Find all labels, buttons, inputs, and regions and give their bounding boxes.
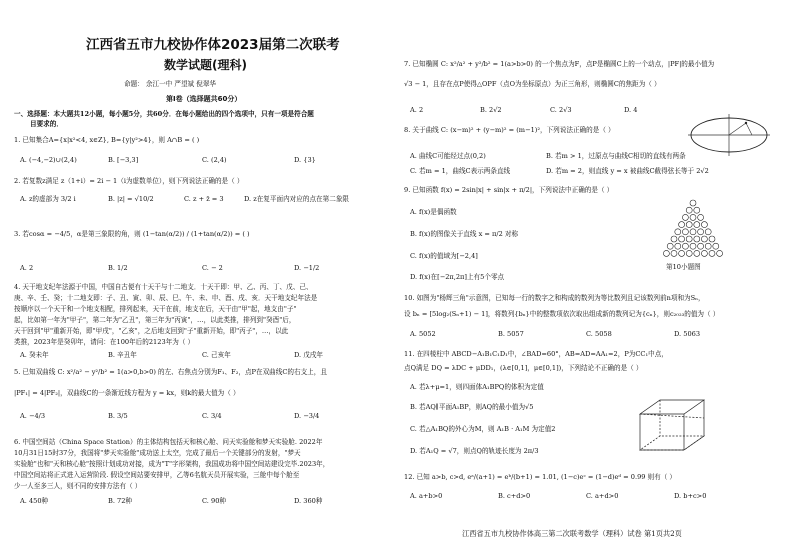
q11-line-1: 11. 在四棱柱中 ABCD−A₁B₁C₁D₁中，∠BAD=60°，AB=AD=AA₁=2，P为CC₁中点，: [404, 350, 668, 358]
q4-option-d: D. 戊戌年: [294, 351, 324, 359]
q6-line-1: 6. 中国空间站（China Space Station）的主体结构包括天和核心舱、问天实验舱和梦天实验舱. 2022年: [14, 438, 323, 446]
q7-line-1: 7. 已知椭圆 C: x²/a² + y²/b² = 1(a>b>0) 的一个焦点为F，点P是椭圆C上的一个动点，|PF|的最小值为: [404, 60, 715, 68]
triangle-cell: [690, 229, 696, 235]
triangle-cell: [663, 250, 669, 256]
triangle-cell: [717, 250, 723, 256]
q11-line-2: 点Q满足 DQ = λDC + μDD₁，(λ∈[0,1]，μ∈[0,1])，下列结论不正确的是（ ）: [404, 364, 643, 372]
triangle-cell: [679, 250, 685, 256]
triangle-cell: [679, 222, 685, 228]
q3-option-c: C. − 2: [202, 264, 223, 272]
triangle-cell: [694, 207, 700, 213]
ellipse-figure: [686, 112, 772, 158]
q5-option-b: B. 3/5: [108, 412, 128, 420]
q2-option-d: D. z在复平面内对应的点在第二象限: [244, 195, 350, 203]
triangle-cell: [686, 250, 692, 256]
q6-line-2: 10月31日15时37分，我国将"梦天实验舱"成功送上太空，完成了最后一个关键部分的发射，"梦天: [14, 449, 301, 457]
q10-line-2: 设 bₙ = [5log₂(Sₙ+1) − 1]，将数列{bₙ}中的整数项依次取出组成新的数列记为{cₙ}，则c₂₀₂₃的值为（ ）: [404, 310, 720, 318]
q7-option-a: A. 2: [410, 106, 424, 114]
triangle-cell: [682, 229, 688, 235]
triangle-cell: [694, 236, 700, 242]
triangle-cell: [701, 236, 707, 242]
triangle-cell: [671, 236, 677, 242]
q7-line-2: √3 − 1，且存在点P使得△OPF（点O为坐标原点）为正三角形，则椭圆C的焦距为（ ）: [404, 80, 661, 88]
q7-option-c: C. 2√3: [550, 106, 572, 114]
q12-option-a: A. a+b>0: [410, 492, 443, 500]
q5-option-a: A. −4/3: [20, 412, 46, 420]
q9-option-b: B. f(x)的图像关于直线 x = π/2 对称: [410, 230, 519, 238]
q10-line-1: 10. 如图为"杨辉三角"示意图，已知每一行的数字之和构成的数列为等比数列且记该数列前n项和为Sₙ，: [404, 294, 705, 302]
triangle-cell: [690, 214, 696, 220]
section-heading: 第Ⅰ卷（选择题共60分）: [166, 95, 242, 103]
q4-line-6: 类推，2023年是癸卯年，请问：在100年后的2123年为（ ）: [14, 338, 195, 346]
triangle-cell: [705, 243, 711, 249]
q12-option-b: B. c+d>0: [498, 492, 531, 500]
q12-option-d: D. b+c>0: [674, 492, 707, 500]
q5-option-d: D. −3/4: [294, 412, 320, 420]
figure-caption: 第10小题图: [666, 263, 701, 271]
exam-title: 江西省五市九校协作体2023届第二次联考: [86, 37, 340, 53]
triangle-cell: [709, 250, 715, 256]
triangle-cell: [675, 229, 681, 235]
q2-stem: 2. 若复数z满足 z（1+i）= 2i − 1（i为虚数单位），则下列说法正确的是（ ）: [14, 177, 244, 185]
q1-option-d: D. {3}: [294, 156, 316, 164]
page-footer: 江西省五市九校协作体高三第二次联考数学（理科）试卷 第1页共2页: [462, 529, 682, 538]
prism-figure: [632, 396, 716, 460]
q6-option-a: A. 450种: [20, 497, 49, 505]
triangle-cell: [686, 222, 692, 228]
q10-option-b: B. 5057: [498, 330, 524, 338]
q8-option-a: A. 曲线C可能经过点(0,2): [410, 152, 486, 160]
q11-option-c: C. 若△A₁BQ的外心为M，则 A₁B · A₁M 为定值2: [410, 425, 556, 433]
q3-stem: 3. 若cosα = −4/5，α是第三象限的角，则 (1−tan(α/2)) / (1+tan(α/2)) = ( ): [14, 230, 250, 238]
triangle-cell: [671, 250, 677, 256]
q4-option-a: A. 癸未年: [20, 351, 49, 359]
q6-line-3: 实验舱"也和"天和核心舱"按照计划成功对接，成为"T"字形架构，我国成功将中国空间站建设完毕.2023年，: [14, 460, 330, 468]
triangle-cell: [701, 250, 707, 256]
q1-stem: 1. 已知集合A={x|x²<4, x∈Z}, B={y|y²>4}，则 A∩B = ( ): [14, 136, 200, 144]
triangle-cell: [698, 214, 704, 220]
q6-option-b: B. 72种: [108, 497, 133, 505]
q4-line-4: 起，比如第一年为"甲子"，第二年为"乙丑"，第三年为"丙寅"，…，以此类推，排列到"癸酉"后，: [14, 316, 296, 324]
q9-option-c: C. f(x)的值域为[−2,4]: [410, 252, 478, 260]
triangle-cell: [698, 243, 704, 249]
exam-subtitle: 数学试题(理科): [164, 58, 247, 72]
q2-option-b: B. |z| = √10/2: [108, 195, 154, 203]
q12-stem: 12. 已知 a>b, c>d, eᵃ/(a+1) = eᵇ/(b+1) = 1.01, (1−c)eᶜ = (1−d)eᵈ = 0.99 则有（ ）: [404, 473, 677, 481]
q1-option-a: A. (−4,−2)∪(2,4): [20, 156, 77, 164]
q7-option-b: B. 2√2: [480, 106, 502, 114]
triangle-cell: [701, 222, 707, 228]
triangle-cell: [705, 229, 711, 235]
q4-line-3: 按顺序以一个天干和一个地支相配，排列起来，天干在前，地支在后，天干由"甲"起，地支由"子": [14, 305, 297, 313]
q8-option-b: B. 若m > 1，过原点与曲线C相切的直线有两条: [546, 152, 686, 160]
q3-option-b: B. 1/2: [108, 264, 128, 272]
q12-option-c: C. a+d>0: [586, 492, 619, 500]
triangle-cell: [694, 250, 700, 256]
right-column: [404, 0, 784, 550]
triangle-cell: [690, 243, 696, 249]
q6-option-d: D. 360种: [294, 497, 323, 505]
q5-option-c: C. 3/4: [202, 412, 222, 420]
q8-option-d: D. 若m = 2，则直线 y = x 被曲线C截得弦长等于 2√2: [546, 167, 709, 175]
yanghui-triangle-figure: [656, 198, 730, 260]
q2-option-c: C. z + z̄ = 3: [184, 195, 224, 203]
section-instructions-2: 目要求的．: [30, 120, 63, 128]
q6-line-4: 中国空间站将正式进入运营阶段. 假设空间站要安排甲，乙等6名航天员开展实验，三舱中每个舱至: [14, 471, 300, 479]
triangle-cell: [667, 243, 673, 249]
q11-option-d: D. 若A₁Q = √7，则点Q的轨迹长度为 2π/3: [410, 447, 539, 455]
triangle-cell: [690, 200, 696, 206]
q11-option-b: B. 若AQ∥平面A₁BP，则AQ的最小值为√5: [410, 403, 534, 411]
q2-option-a: A. z的虚部为 3/2 i: [20, 195, 76, 203]
triangle-cell: [675, 243, 681, 249]
q11-option-a: A. 若λ+μ=1，则四面体A₁BPQ的体积为定值: [410, 383, 544, 391]
q10-option-c: C. 5058: [586, 330, 612, 338]
q7-option-d: D. 4: [624, 106, 638, 114]
q6-option-c: C. 90种: [202, 497, 226, 505]
q9-stem: 9. 已知函数 f(x) = 2sin|x| + sin|x + π/2|，下列说法中正确的是（ ）: [404, 186, 614, 194]
triangle-cell: [682, 214, 688, 220]
q8-stem: 8. 关于曲线 C: (x−m)² + (y−m)² = (m−1)²，下列说法正确的是（ ）: [404, 126, 615, 134]
triangle-cell: [698, 229, 704, 235]
q1-option-b: B. [−3,3]: [108, 156, 139, 164]
exam-authors: 命题： 余江一中 严望斌 倪翠华: [124, 80, 217, 88]
left-column: [14, 0, 392, 550]
q3-option-a: A. 2: [20, 264, 34, 272]
q1-option-c: C. (2,4): [202, 156, 227, 164]
triangle-cell: [686, 236, 692, 242]
triangle-cell: [694, 222, 700, 228]
q3-option-d: D. −1/2: [294, 264, 320, 272]
section-instructions: 一、选择题：本大题共12小题，每小题5分，共60分．在每小题给出的四个选项中，只有一项是符合题: [14, 110, 314, 118]
triangle-cell: [682, 243, 688, 249]
q8-option-c: C. 若m = 1，曲线C表示两条直线: [410, 167, 511, 175]
q4-option-c: C. 己亥年: [202, 351, 231, 359]
q9-option-a: A. f(x)是偶函数: [410, 208, 457, 216]
triangle-cell: [679, 236, 685, 242]
q4-line-5: 天干回到"甲"重新开始，即"甲戌"，"乙亥"，之后地支回到"子"重新开始，即"丙子"，…，以此: [14, 327, 289, 335]
q4-line-1: 4. 天干地支纪年法源于中国，中国自古便有十天干与十二地支．十天干即：甲、乙、丙、丁、戊、己、: [14, 283, 313, 291]
triangle-cell: [686, 207, 692, 213]
q5-line-2: |PF₁| = 4|PF₂|，双曲线C的一条渐近线方程为 y = kx，则k的最大值为（ ）: [14, 389, 240, 397]
q10-option-d: D. 5063: [674, 330, 701, 338]
q4-option-b: B. 辛丑年: [108, 351, 137, 359]
triangle-cell: [713, 243, 719, 249]
q6-line-5: 少一人至多三人，则不同的安排方法有（ ）: [14, 482, 142, 490]
q10-option-a: A. 5052: [410, 330, 436, 338]
q9-option-d: D. f(x)在[−2π,2π]上有5个零点: [410, 273, 505, 281]
q4-line-2: 庚、辛、壬、癸；十二地支即：子、丑、寅、卯、辰、巳、午、未、申、酉、戌、亥．天干地支纪年法是: [14, 294, 318, 302]
triangle-cell: [709, 236, 715, 242]
q5-line-1: 5. 已知双曲线 C: x²/a² − y²/b² = 1(a>0,b>0) 的左、右焦点分别为F₁、F₂，点P在双曲线C的右支上，且: [14, 368, 327, 376]
